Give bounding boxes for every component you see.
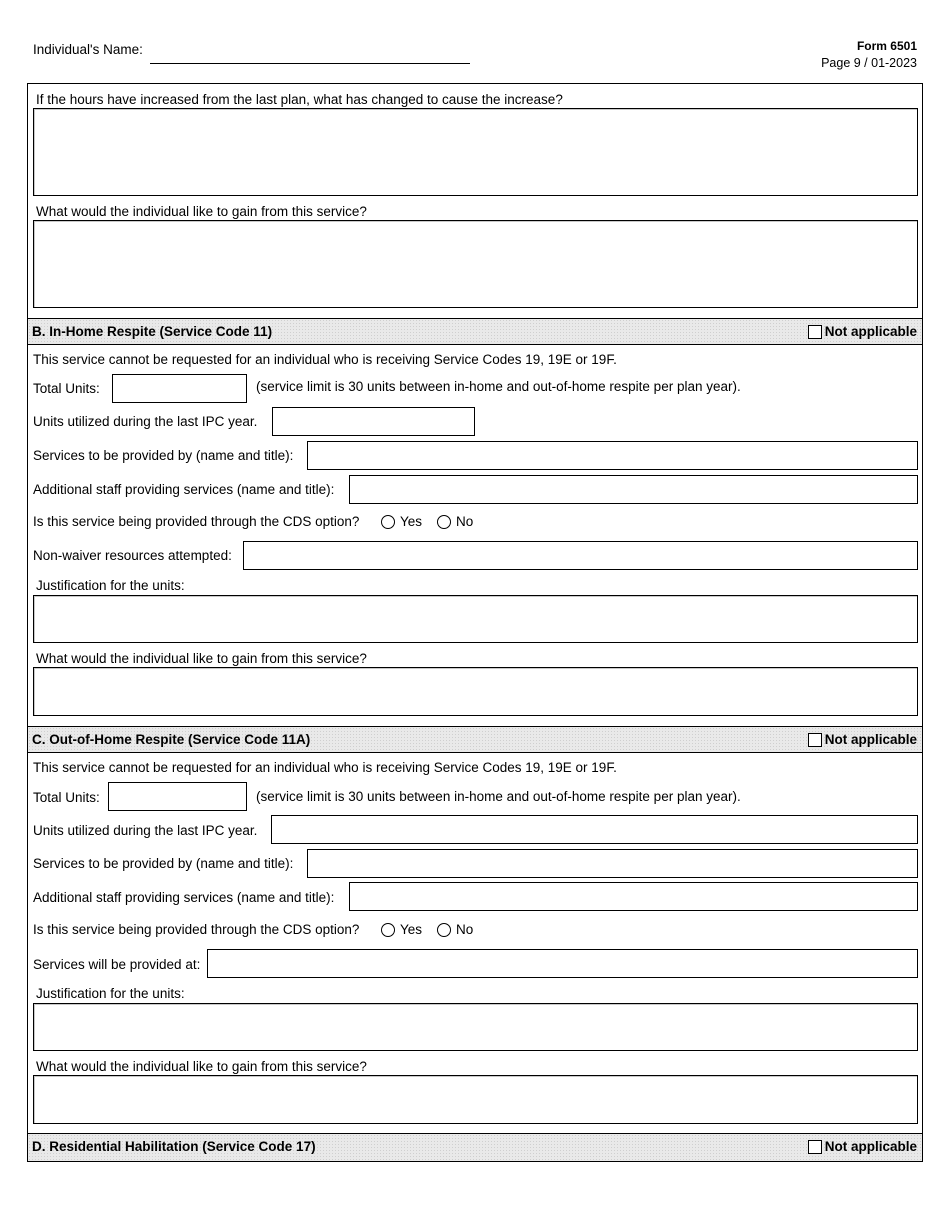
b-service-limit-note: (service limit is 30 units between in-home and out-of-home respite per plan year). [256,379,741,394]
b-additional-staff-label: Additional staff providing services (name and title): [33,482,335,497]
b-provided-by-input[interactable] [307,441,918,470]
b-justification-label: Justification for the units: [36,578,185,593]
b-units-utilized-label: Units utilized during the last IPC year. [33,414,258,429]
individual-name-field[interactable] [150,63,470,64]
c-units-utilized-input[interactable] [271,815,918,844]
c-units-utilized-label: Units utilized during the last IPC year. [33,823,258,838]
not-applicable-checkbox[interactable] [808,733,822,747]
b-justification-textarea[interactable] [33,595,918,643]
c-gain-label: What would the individual like to gain from this service? [36,1059,367,1074]
b-gain-label: What would the individual like to gain from this service? [36,651,367,666]
c-cds-no-radio[interactable] [437,923,451,937]
c-cds-yes-radio[interactable] [381,923,395,937]
section-b-note: This service cannot be requested for an individual who is receiving Service Codes 19, 19E or 19F. [33,352,617,367]
c-service-limit-note: (service limit is 30 units between in-home and out-of-home respite per plan year). [256,789,741,804]
section-b-title: B. In-Home Respite (Service Code 11) [32,324,273,339]
page-info: Page 9 / 01-2023 [821,56,917,70]
increase-question-label: If the hours have increased from the last plan, what has changed to cause the increase? [36,92,563,107]
c-cds-question: Is this service being provided through the CDS option? [33,922,360,937]
c-justification-textarea[interactable] [33,1003,918,1051]
b-total-units-input[interactable] [112,374,247,403]
section-d-header [28,1133,922,1162]
individual-name-label: Individual's Name: [33,42,143,57]
b-additional-staff-input[interactable] [349,475,918,504]
c-provided-at-label: Services will be provided at: [33,957,201,972]
not-applicable-checkbox[interactable] [808,1140,822,1154]
c-additional-staff-input[interactable] [349,882,918,911]
increase-reason-textarea[interactable] [33,108,918,196]
b-nonwaiver-label: Non-waiver resources attempted: [33,548,232,563]
b-cds-no-label: No [456,514,474,529]
section-c-title: C. Out-of-Home Respite (Service Code 11A) [32,732,311,747]
gain-textarea[interactable] [33,220,918,308]
c-total-units-input[interactable] [108,782,247,811]
c-cds-yes-label: Yes [400,922,423,937]
b-nonwaiver-input[interactable] [243,541,918,570]
not-applicable-label: Not applicable [824,324,917,339]
c-cds-no-label: No [456,922,474,937]
section-d-not-applicable[interactable] [808,1139,917,1154]
c-provided-at-input[interactable] [207,949,918,978]
section-c-note: This service cannot be requested for an individual who is receiving Service Codes 19, 19E or 19F. [33,760,617,775]
b-cds-yes-radio[interactable] [381,515,395,529]
not-applicable-label: Not applicable [824,1139,917,1154]
c-additional-staff-label: Additional staff providing services (name and title): [33,890,335,905]
c-provided-by-label: Services to be provided by (name and title): [33,856,294,871]
c-provided-by-input[interactable] [307,849,918,878]
b-gain-textarea[interactable] [33,667,918,716]
section-d-title: D. Residential Habilitation (Service Code 17) [32,1139,316,1154]
not-applicable-label: Not applicable [824,732,917,747]
section-c-not-applicable[interactable] [808,732,917,747]
section-c-header [28,726,922,753]
section-b-not-applicable[interactable] [808,324,917,339]
b-provided-by-label: Services to be provided by (name and title): [33,448,294,463]
gain-question-label: What would the individual like to gain from this service? [36,204,367,219]
b-units-utilized-input[interactable] [272,407,475,436]
b-cds-no-radio[interactable] [437,515,451,529]
b-total-units-label: Total Units: [33,381,100,396]
not-applicable-checkbox[interactable] [808,325,822,339]
c-justification-label: Justification for the units: [36,986,185,1001]
c-gain-textarea[interactable] [33,1075,918,1124]
c-total-units-label: Total Units: [33,790,100,805]
form-number: Form 6501 [856,39,917,53]
section-b-header [28,318,922,345]
b-cds-yes-label: Yes [400,514,423,529]
b-cds-question: Is this service being provided through the CDS option? [33,514,360,529]
